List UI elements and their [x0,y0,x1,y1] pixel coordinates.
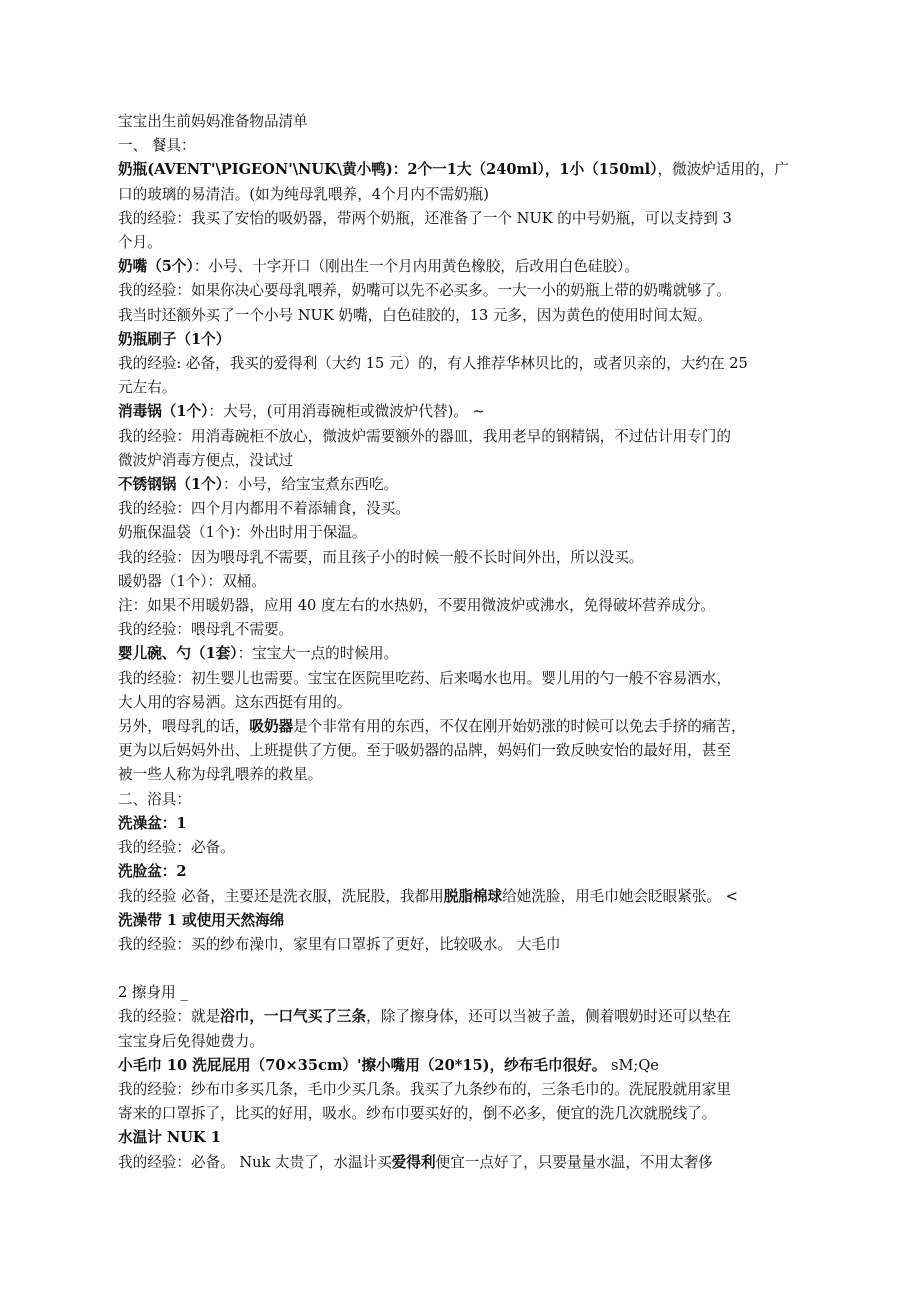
item-nipple-text: ：小号、十字开口（刚出生一个月内用黄色橡胶，后改用白色硅胶）。 [193,258,639,276]
item-tub [118,812,808,836]
item-sterilizer [118,400,808,424]
basin-keyword: 脱脂棉球 [443,887,503,905]
pump-keyword: 吸奶器 [249,718,294,736]
item-bath-belt-heading: 洗澡带 1 或使用天然海绵 [118,911,285,929]
item-bowl-text: ：宝宝大一点的时候用。 [237,645,399,663]
warmer-experience: 我的经验：喂母乳不需要。 [118,621,294,639]
item-bottle-text: ，微波炉适用的，广 [657,161,789,179]
item-pot [118,473,808,497]
bowl-experience-1: 我的经验：初生婴儿也需要。宝宝在医院里吃药、后来喝水也用。婴儿用的勺一般不容易洒水， [118,669,731,687]
nipple-experience-1: 我的经验：如果你决心要母乳喂养，奶嘴可以先不必买多。一大一小的奶瓶上带的奶嘴就够了。 [118,282,731,300]
item-nipple [118,255,808,279]
item-sterilizer-text: ：大号，(可用消毒碗柜或微波炉代替)。 ~ [208,403,485,421]
item-basin-heading: 洗脸盆：2 [118,863,187,881]
pump-text-c: 是个非常有用的东西，不仅在刚开始奶涨的时候可以免去手挤的痛苦， [293,718,746,736]
sterilizer-experience-1: 我的经验：用消毒碗柜不放心，微波炉需要额外的器皿，我用老早的钢精锅，不过估计用专门的 [118,427,731,445]
item-basin [118,860,808,884]
item-warmer: 暖奶器（1个）：双桶。 [118,572,266,590]
bowl-experience-2: 大人用的容易洒。这东西挺有用的。 [118,693,352,711]
pump-paragraph-3: 被一些人称为母乳喂养的救星。 [118,766,323,784]
warmer-note: 注：如果不用暖奶器，应用 40 度左右的水热奶，不要用微波炉或沸水，免得破坏营养成分。 [118,597,716,615]
section-heading-tableware: 一、 餐具： [118,137,196,155]
item-brush [118,328,808,352]
item-brush-heading: 奶瓶刷子（1个） [118,330,231,348]
thermometer-text-a: 我的经验：必备。 Nuk 太贵了，水温计买 [118,1153,392,1171]
towel-text-c: ，除了擦身体，还可以当被子盖，侧着喂奶时还可以垫在 [366,1008,731,1026]
document-page [118,110,808,1175]
thermometer-keyword: 爱得利 [391,1153,436,1171]
item-pot-text: ：小号，给宝宝煮东西吃。 [223,476,399,494]
towel-experience-1 [118,1005,808,1029]
brush-experience-1: 我的经验: 必备，我买的爱得利（大约 15 元）的，有人推荐华林贝比的，或者贝亲的，大约在 25 [118,355,748,373]
pump-text-a: 另外，喂母乳的话， [118,718,250,736]
item-bowl-heading: 婴儿碗、勺（1套） [118,645,238,663]
item-thermometer [118,1126,808,1150]
item-bowl [118,642,808,666]
item-nipple-heading: 奶嘴（5个） [118,258,194,276]
item-tub-heading: 洗澡盆：1 [118,814,187,832]
nipple-experience-2: 我当时还额外买了一个小号 NUK 奶嘴，白色硅胶的，13 元多，因为黄色的使用时间太短。 [118,306,712,324]
brush-experience-2: 元左右。 [118,379,177,397]
doc-title: 宝宝出生前妈妈准备物品清单 [118,113,308,130]
towel-text-a: 我的经验：就是 [118,1008,221,1026]
basin-text-c: 给她洗脸，用毛巾她会眨眼紧张。 < [502,887,738,905]
pump-paragraph-2: 更为以后妈妈外出、上班提供了方便。至于吸奶器的品牌，妈妈们一致反映安怡的最好用，甚至 [118,742,731,760]
towel-experience-2: 宝宝身后免得她费力。 [118,1032,264,1050]
item-small-towel-text: sM;Qe [606,1056,659,1074]
thermometer-experience [118,1151,808,1175]
tub-experience: 我的经验：必备。 [118,839,235,857]
item-bottle-heading: 奶瓶(AVENT'\PIGEON'\NUK\黄小鸭)：2个一1大（240ml），1小（150ml） [118,161,658,179]
item-sterilizer-heading: 消毒锅（1个） [118,403,209,421]
section-heading-bath: 二、浴具： [118,790,191,808]
item-small-towel-heading: 小毛巾 10 洗屁屁用（70×35cm）'擦小嘴用（20*15)，纱布毛巾很好。 [118,1056,607,1074]
bath-belt-experience: 我的经验：买的纱布澡巾，家里有口罩拆了更好，比较吸水。 大毛巾 [118,935,561,953]
thermometer-text-c: 便宜一点好了，只要量量水温，不用太奢侈 [435,1153,713,1171]
small-towel-experience-2: 寄来的口罩拆了，比买的好用，吸水。纱布巾要买好的，倒不必多，便宜的洗几次就脱线了。 [118,1105,717,1123]
item-bath-belt [118,909,808,933]
small-towel-experience-1: 我的经验：纱布巾多买几条，毛巾少买几条。我买了九条纱布的，三条毛巾的。洗屁股就用家里 [118,1080,731,1098]
item-small-towel [118,1054,808,1078]
basin-text-a: 我的经验 必备，主要还是洗衣服，洗屁股，我都用 [118,887,444,905]
item-pot-heading: 不锈钢锅（1个） [118,476,224,494]
pump-paragraph-1 [118,715,808,739]
item-towel: 2 擦身用 _ [118,984,188,1002]
bottle-experience-1: 我的经验：我买了安怡的吸奶器，带两个奶瓶，还准备了一个 NUK 的中号奶瓶，可以支持到 3 [118,209,732,227]
item-bottle-text-2: 口的玻璃的易清洁。(如为纯母乳喂养，4个月内不需奶瓶) [118,185,489,203]
item-bottle [118,158,808,182]
towel-keyword: 浴巾，一口气买了三条 [220,1008,367,1026]
item-warm-bag: 奶瓶保温袋（1个)：外出时用于保温。 [118,524,367,542]
warm-bag-experience: 我的经验：因为喂母乳不需要，而且孩子小的时候一般不长时间外出，所以没买。 [118,548,644,566]
sterilizer-experience-2: 微波炉消毒方便点，没试过 [118,451,294,469]
bottle-experience-2: 个月。 [118,234,162,252]
pot-experience: 我的经验：四个月内都用不着添辅食，没买。 [118,500,410,518]
item-thermometer-heading: 水温计 NUK 1 [118,1129,221,1147]
basin-experience [118,885,808,909]
blank-line [118,957,808,981]
